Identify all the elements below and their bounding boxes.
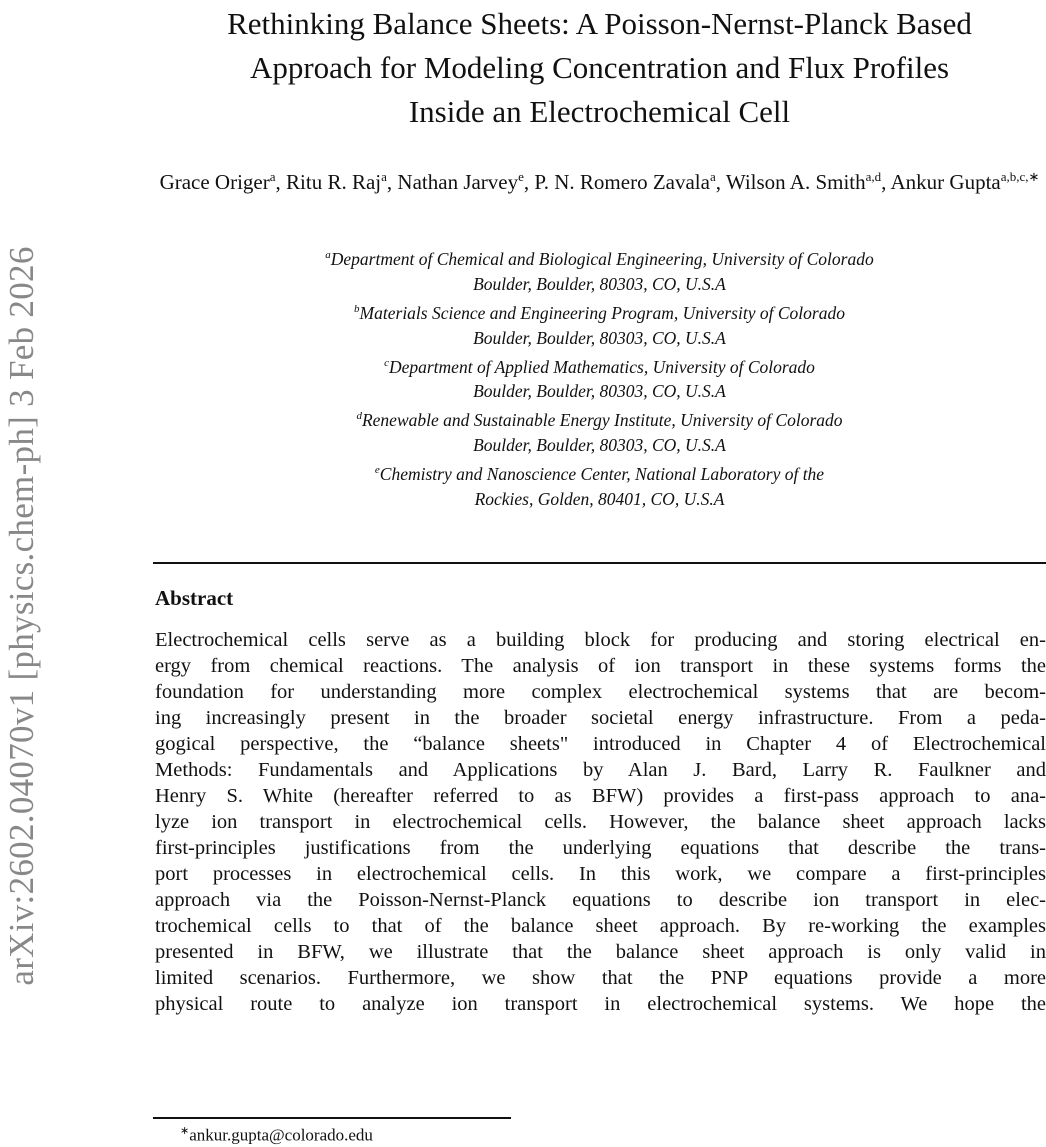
footnote: ∗ankur.gupta@colorado.edu	[180, 1125, 373, 1145]
affiliation: $^a$Department of Chemical and Biological Engineering, University of Colorado Boulder, Boulder, 80303, CO, U.S.A	[325, 248, 874, 294]
abstract-line: ing increasingly present in the broader societal energy infrastructure. From a peda-	[155, 707, 1046, 729]
abstract-line: ergy from chemical reactions. The analysis of ion transport in these systems forms the	[155, 655, 1046, 677]
affiliation: $^b$Materials Science and Engineering Program, University of Colorado Boulder, Boulder, 80303, CO, U.S.A	[354, 302, 845, 348]
affiliation: $^c$Department of Applied Mathematics, University of Colorado Boulder, Boulder, 80303, CO, U.S.A	[384, 356, 815, 402]
author-list: Grace Origer$^a$, Ritu R. Raj$^a$, Nathan Jarvey$^e$, P. N. Romero Zavala$^a$, Wilson A. Smith$^{a,d}$, Ankur Gupta$^{a,b,c,∗}$	[159, 169, 1040, 194]
author: P. N. Romero Zavala$^a$	[534, 169, 716, 194]
abstract-heading: Abstract	[155, 586, 234, 610]
arxiv-stamp: arXiv:2602.04070v1 [physics.chem-ph] 3 Feb 2026	[2, 246, 41, 986]
abstract-line: gogical perspective, the “balance sheets" introduced in Chapter 4 of Electrochemical	[155, 733, 1046, 755]
abstract-line: Methods: Fundamentals and Applications by Alan J. Bard, Larry R. Faulkner and	[155, 759, 1046, 781]
author: Ritu R. Raj$^a$	[286, 169, 387, 194]
title-line: Rethinking Balance Sheets: A Poisson-Nernst-Planck Based	[227, 6, 972, 41]
abstract-line: trochemical cells to that of the balance sheet approach. By re-working the examples	[155, 915, 1046, 937]
abstract-line: approach via the Poisson-Nernst-Planck equations to describe ion transport in elec-	[155, 889, 1046, 911]
abstract-line: foundation for understanding more complex electrochemical systems that are becom-	[155, 681, 1046, 703]
section-divider	[153, 562, 1046, 564]
abstract-line: port processes in electrochemical cells. In this work, we compare a first-principles	[155, 863, 1046, 885]
footnote-divider	[153, 1117, 511, 1119]
abstract-body	[155, 627, 1046, 1017]
abstract-line: Henry S. White (hereafter referred to as BFW) provides a first-pass approach to ana-	[155, 785, 1046, 807]
corresponding-email: ankur.gupta@colorado.edu	[189, 1125, 373, 1145]
affiliation-list	[153, 243, 1046, 512]
author: Ankur Gupta$^{a,b,c,∗}$	[890, 169, 1040, 194]
abstract-line: presented in BFW, we illustrate that the balance sheet approach is only valid in	[155, 941, 1046, 963]
abstract-line: first-principles justifications from the underlying equations that describe the trans-	[155, 837, 1046, 859]
abstract-line: lyze ion transport in electrochemical cells. However, the balance sheet approach lacks	[155, 811, 1046, 833]
abstract-line: Electrochemical cells serve as a building block for producing and storing electrical en-	[155, 629, 1046, 651]
affiliation: $^d$Renewable and Sustainable Energy Institute, University of Colorado Boulder, Boulder, 80303, CO, U.S.A	[356, 410, 843, 456]
author: Grace Origer$^a$	[159, 169, 276, 194]
title-line: Approach for Modeling Concentration and Flux Profiles	[249, 50, 950, 85]
title-line: Inside an Electrochemical Cell	[408, 94, 791, 129]
abstract-line: physical route to analyze ion transport in electrochemical systems. We hope the	[155, 993, 1046, 1015]
paper-title	[153, 2, 1046, 134]
affiliation: $^e$Chemistry and Nanoscience Center, National Laboratory of the Rockies, Golden, 80401, CO, U.S.A	[374, 464, 825, 510]
author: Nathan Jarvey$^e$	[397, 169, 524, 194]
abstract-line: limited scenarios. Furthermore, we show that the PNP equations provide a more	[155, 967, 1046, 989]
author: Wilson A. Smith$^{a,d}$	[725, 169, 882, 194]
